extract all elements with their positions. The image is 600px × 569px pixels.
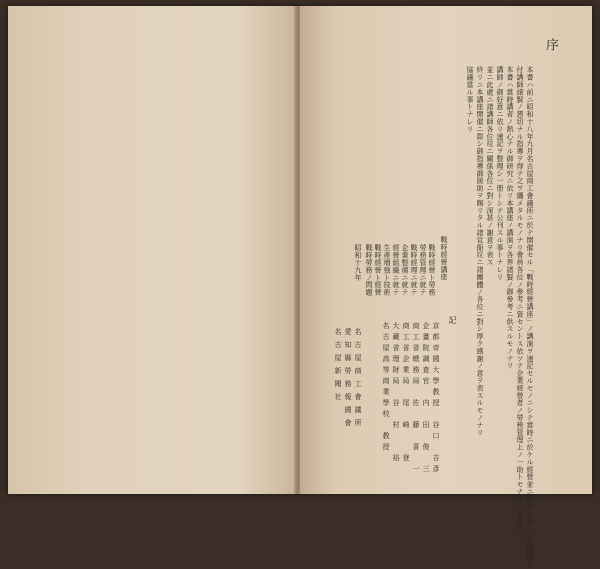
date-label: 昭和十九年	[354, 244, 362, 281]
preface-line: 本書ハ前ニ昭和十八年九月名古屋商工會議所ニ於テ開催セル「戰時經營講座」ノ講演ヲ速記セルモノニシテ當時ニ於ケル經營並ニ勤勞ニ關スル諸問題ニ	[526, 66, 534, 569]
lecturer-line: 名古屋高等商業學校 教授	[382, 322, 390, 454]
course-title: 戰時經營講座	[440, 236, 448, 281]
preface-line: 協議當ル事トナレリ	[466, 66, 474, 133]
lecturer-line: 商工省企業局 尾 崎 登	[402, 322, 410, 465]
course-item: 勞務管理ニ就テ	[419, 244, 427, 296]
organizer-line: 名古屋商工會議所	[354, 328, 362, 432]
course-item: 戰時經理ニ就テ	[410, 244, 418, 296]
preface-line: 終リニ本講座開催ニ際シ御指導御援助ヲ賜リタル諸官衙竝ニ諸團體ノ各位ニ對シ厚ク感謝ノ意ヲ表スルモノナリ	[476, 66, 484, 436]
preface-line: 並ニ此處ニ諸講師各位竝ニ關係各位ニ對シ深甚ノ謝意ヲ表ス	[486, 66, 494, 266]
course-item: 戰時經營ト勞務	[428, 244, 436, 296]
organizer-line: 愛知縣勞務報國會	[344, 328, 352, 432]
course-item: 戰時勞務ノ問題	[365, 244, 373, 296]
preface-line: 付講師諸賢ノ懇切ナル指導ヲ得テ之ヲ纏メタルモノナリ會員各位ノ參考ニ資セントス依ツテ企業經營者ノ勞務管理上ノ一助トモナラバ幸甚ナリ	[516, 66, 524, 540]
lecturer-line: 企畫院調査官 内 田 俊 三	[422, 322, 430, 476]
lecturer-line: 京都帝國大學教授 谷口 吉彥	[432, 322, 440, 476]
preface-title: 序	[543, 38, 558, 55]
right-page	[300, 6, 592, 569]
lecturer-line: 商工省總務局 佐 藤 喜 一	[412, 322, 420, 476]
course-item: 企業整備ニ就テ	[401, 244, 409, 296]
course-item: 經營組織ニ就テ	[392, 244, 400, 296]
organizer-line: 名古屋新聞社	[334, 328, 342, 406]
preface-line: 講師ノ御好意ニ依リ速記ヲ整理シ一册トシテ公刊スル事トナレリ	[496, 66, 504, 281]
lecturer-line: 大藏省理財局 谷 村 裕	[392, 322, 400, 465]
left-page-blank	[8, 6, 296, 494]
course-item: 戰時經營ト經營	[374, 244, 382, 296]
note-mark: 記	[448, 316, 457, 325]
course-item: 生產増強ト技術	[383, 244, 391, 296]
preface-line: 本書ハ當時講者ノ熱心ナル御研究ニ依リ本講座ノ講演ヲ各界諸賢ノ御參考ニ供スルモノナリ	[506, 66, 514, 370]
book-spread	[8, 6, 592, 569]
